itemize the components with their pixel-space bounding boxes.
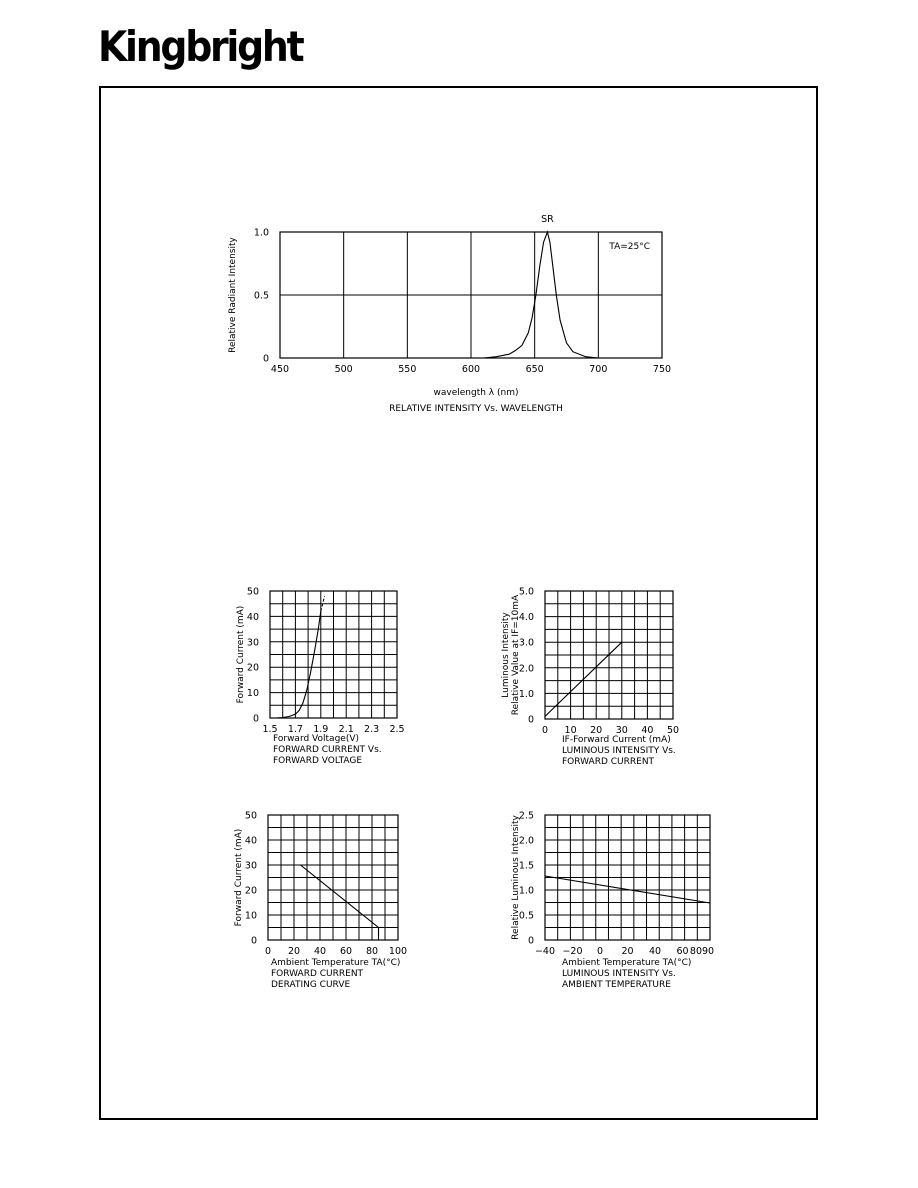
temperature-annotation: TA=25°C (609, 242, 650, 252)
chart-2 (236, 587, 405, 767)
y-tick-label: 20 (246, 662, 259, 674)
y-tick-label: 0.5 (518, 910, 534, 922)
x-tick-label: 60 (339, 946, 353, 957)
y-axis-label: Luminous Intensity (501, 612, 511, 698)
chart-4 (234, 811, 407, 991)
x-tick-label: 0 (596, 946, 604, 957)
chart-title-line: FORWARD VOLTAGE (273, 756, 363, 766)
x-tick-label: 40 (648, 946, 662, 957)
y-tick-label: 40 (246, 611, 259, 623)
chart-title: RELATIVE INTENSITY Vs. WAVELENGTH (389, 404, 563, 414)
x-tick-label: 10 (564, 725, 577, 736)
chart-title-line: FORWARD CURRENT Vs. (273, 745, 382, 755)
y-tick-label: 0 (250, 935, 257, 947)
y-axis-label-2: Relative Value at IF=10mA (511, 594, 521, 716)
y-tick-label: 4.0 (518, 612, 534, 624)
y-tick-label: 50 (246, 586, 259, 598)
y-tick-label: 10 (246, 688, 259, 700)
x-tick-label: 40 (313, 946, 327, 957)
x-tick-label: 100 (388, 946, 408, 957)
x-tick-label: 600 (461, 364, 481, 375)
y-tick-label: 40 (244, 835, 257, 847)
x-axis-label: wavelength λ (nm) (433, 388, 519, 398)
x-tick-label: 80 (365, 946, 379, 957)
y-axis-label: Forward Current (mA) (234, 828, 244, 927)
chart-title-line: LUMINOUS INTENSITY Vs. (562, 969, 676, 979)
x-tick-label: 750 (652, 364, 672, 375)
y-tick-label: 0.5 (253, 290, 269, 302)
chart-title-line: LUMINOUS INTENSITY Vs. (562, 746, 676, 756)
x-tick-label: −40 (534, 946, 556, 957)
chart-title-line: FORWARD CURRENT (562, 757, 655, 767)
x-tick-label: 2.1 (338, 724, 354, 735)
x-tick-label: −20 (562, 946, 583, 957)
y-tick-label: 1.5 (518, 860, 534, 872)
chart-3 (501, 587, 679, 768)
y-tick-label: 2.5 (518, 810, 534, 822)
x-tick-label: 0 (264, 946, 272, 957)
y-tick-label: 30 (246, 637, 259, 649)
y-axis-label: Relative Luminous Intensity (511, 815, 521, 940)
y-tick-label: 1.0 (518, 688, 534, 700)
x-tick-label: 60 (676, 946, 689, 957)
x-tick-label: 2.3 (364, 724, 380, 735)
y-tick-label: 20 (244, 885, 257, 897)
y-tick-label: 1.0 (253, 227, 269, 239)
y-tick-label: 10 (244, 910, 257, 922)
x-tick-label: 500 (334, 364, 353, 375)
x-tick-label: 2.5 (389, 724, 405, 735)
x-axis-label: Forward Voltage(V) (273, 734, 359, 744)
x-axis-label: Ambient Temperature TA(°C) (271, 958, 401, 968)
y-tick-label: 0 (527, 935, 534, 947)
x-axis-label: Ambient Temperature TA(°C) (562, 958, 692, 968)
peak-annotation: SR (541, 214, 554, 225)
x-tick-label: 50 (666, 725, 680, 736)
chart-1 (228, 214, 671, 414)
y-tick-label: 0 (262, 353, 269, 365)
x-axis-label: IF-Forward Current (mA) (562, 735, 671, 745)
chart-title-line: AMBIENT TEMPERATURE (562, 980, 671, 990)
y-tick-label: 50 (244, 810, 257, 822)
y-tick-label: 30 (244, 860, 257, 872)
x-tick-label: 30 (615, 725, 628, 736)
y-tick-label: 0 (527, 714, 534, 726)
x-tick-label: 1.5 (262, 724, 278, 735)
x-tick-label: 450 (270, 364, 290, 375)
x-tick-label: 8090 (689, 946, 715, 957)
x-tick-label: 700 (589, 364, 608, 375)
chart-5 (511, 811, 714, 991)
y-axis-label: Forward Current (mA) (236, 605, 246, 704)
x-tick-label: 550 (398, 364, 417, 375)
x-tick-label: 20 (287, 946, 301, 957)
x-tick-label: 1.9 (313, 724, 329, 735)
x-tick-label: 650 (525, 364, 544, 375)
y-tick-label: 2.0 (518, 835, 534, 847)
y-tick-label: 5.0 (518, 586, 534, 598)
x-tick-label: 20 (621, 946, 634, 957)
x-tick-label: 40 (641, 725, 654, 736)
y-axis-label: Relative Radiant Intensity (228, 237, 238, 353)
x-tick-label: 0 (541, 725, 549, 736)
y-tick-label: 1.0 (518, 885, 534, 897)
y-tick-label: 3.0 (518, 637, 534, 649)
y-tick-label: 2.0 (518, 663, 534, 675)
chart-title-line: FORWARD CURRENT (271, 969, 364, 979)
x-tick-label: 20 (590, 725, 603, 736)
x-tick-label: 1.7 (287, 724, 303, 735)
chart-title-line: DERATING CURVE (271, 980, 351, 990)
brand-logo: Kingbright (98, 22, 303, 71)
y-tick-label: 0 (252, 713, 259, 725)
